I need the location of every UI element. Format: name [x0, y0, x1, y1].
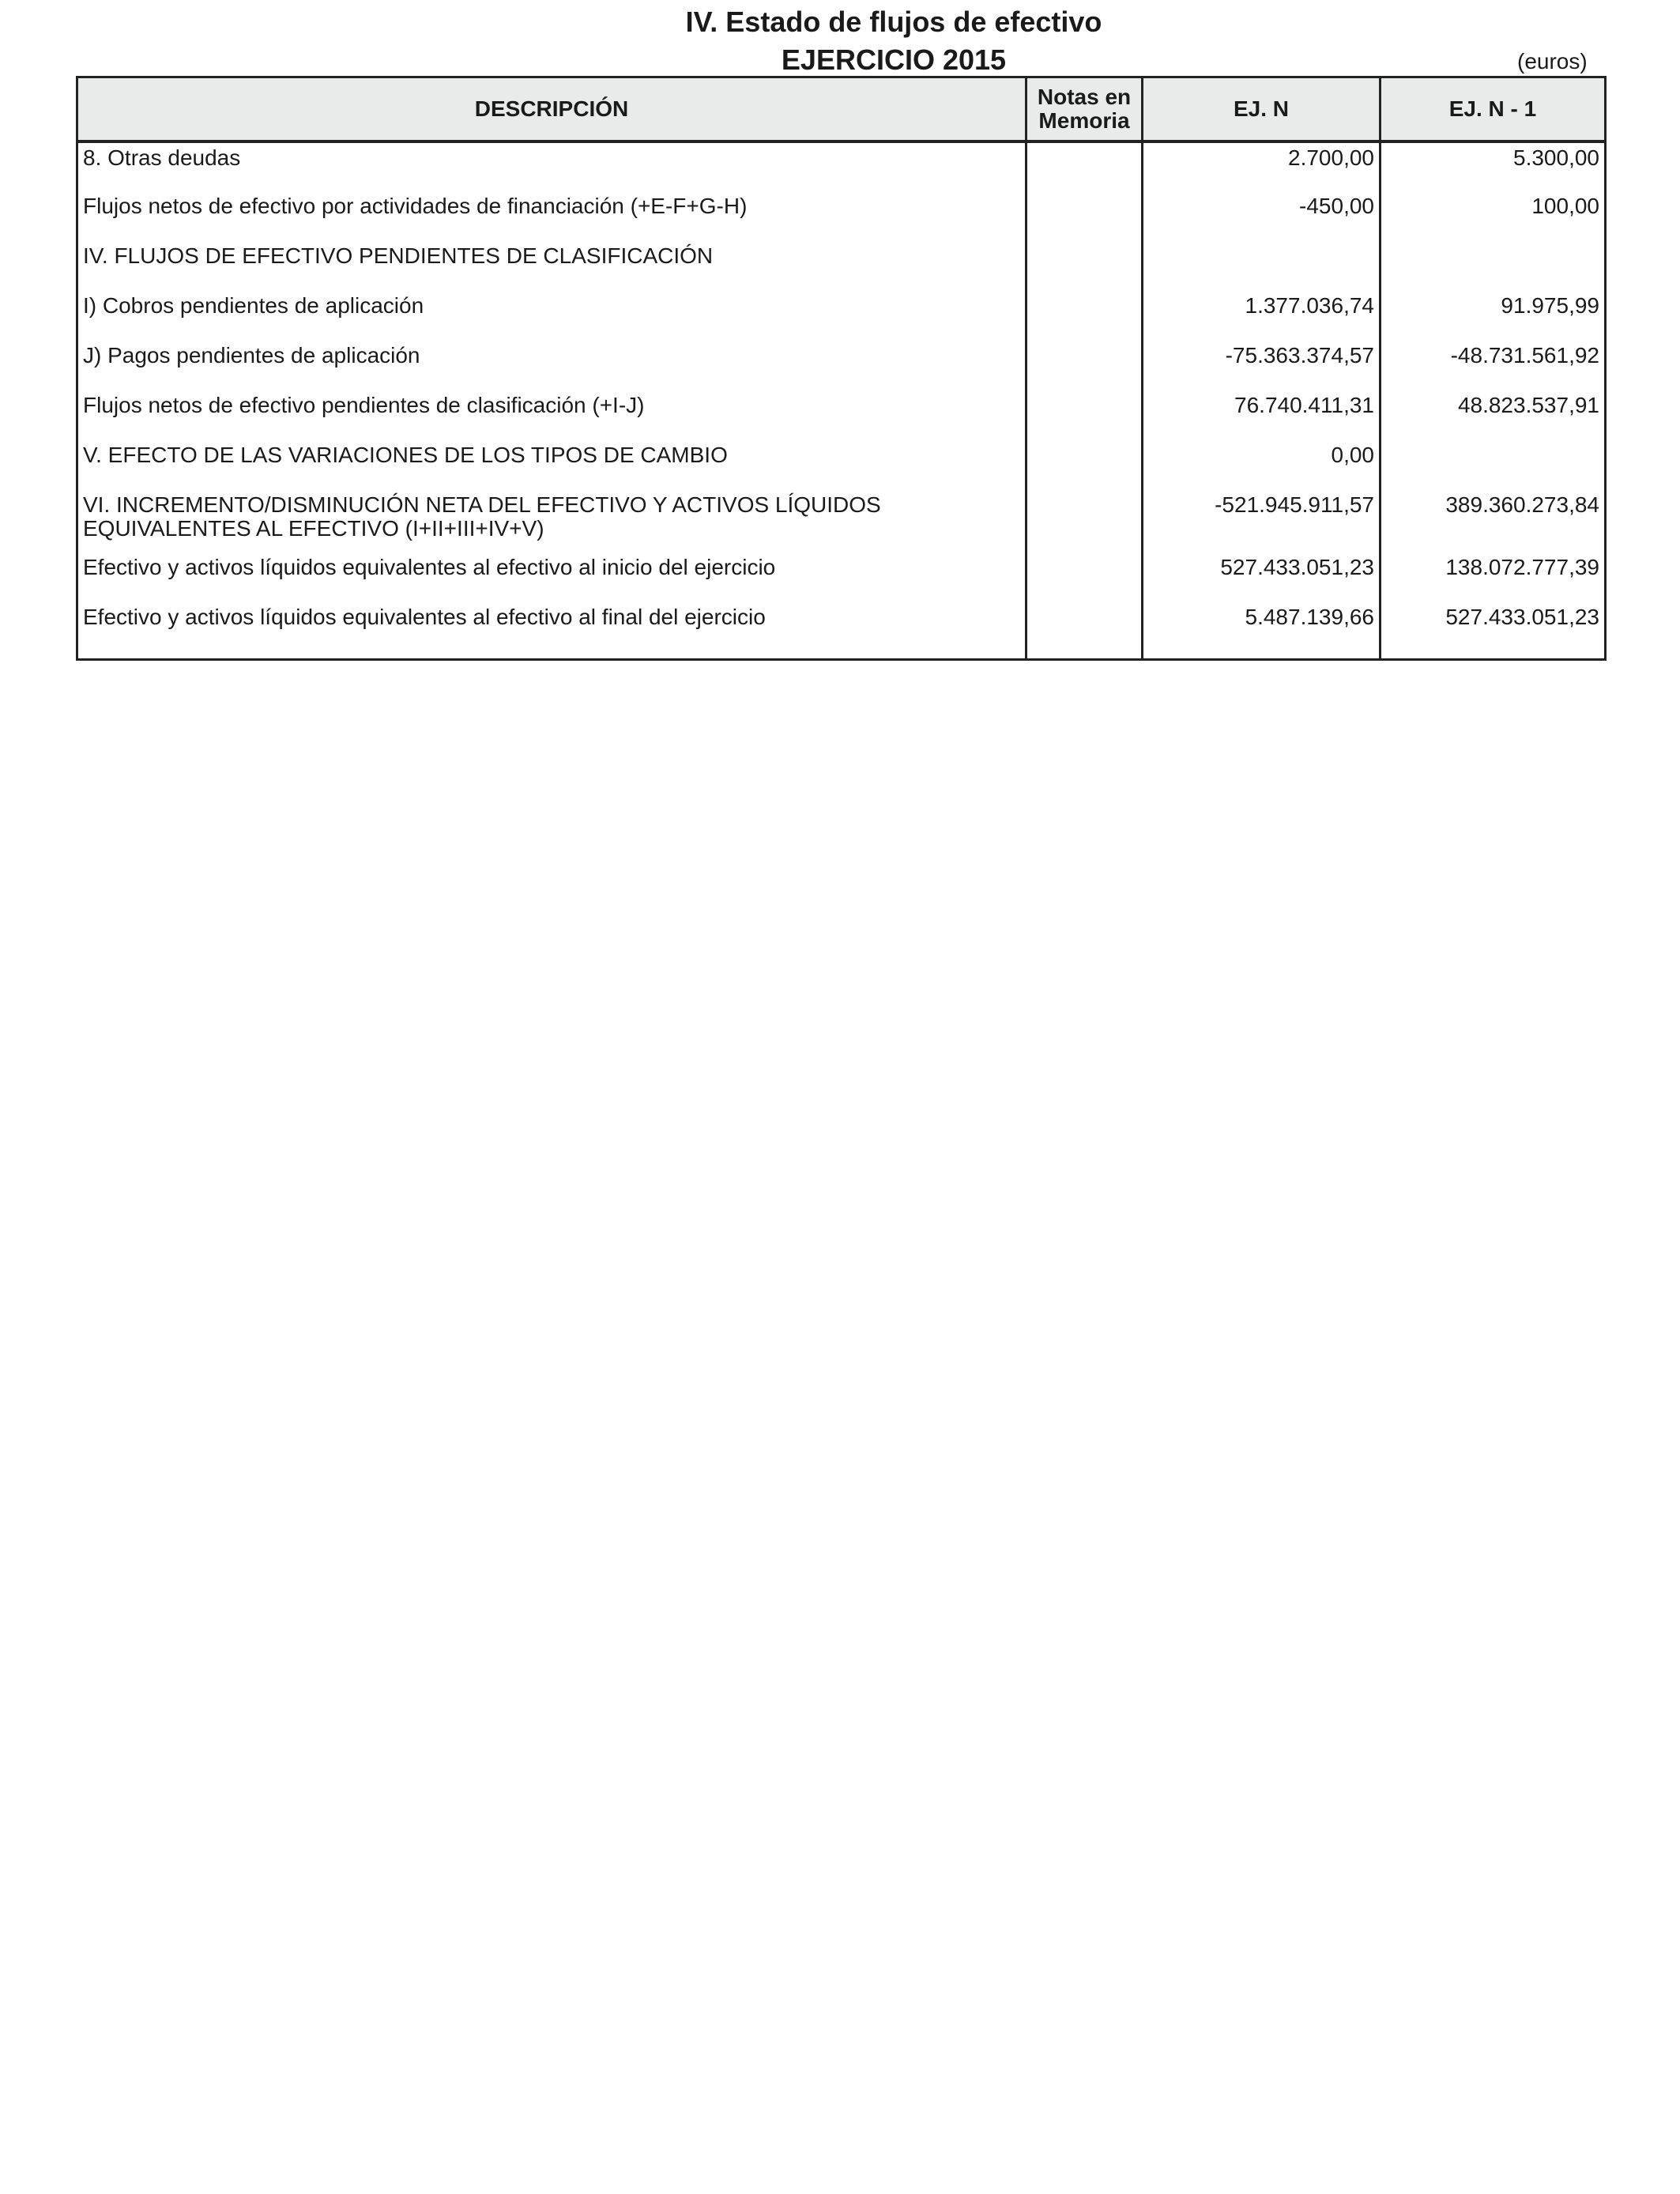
row-ej-n: 5.487.139,66 [1143, 602, 1381, 659]
table-row [77, 291, 1606, 341]
row-ej-n: -75.363.374,57 [1143, 341, 1381, 390]
column-header-notas-line2: Memoria [1038, 108, 1130, 133]
row-ej-n1 [1381, 440, 1606, 490]
row-ej-n: 76.740.411,31 [1143, 390, 1381, 440]
table-header-row [77, 77, 1606, 142]
table-row [77, 341, 1606, 390]
table-row [77, 390, 1606, 440]
cash-flow-table [76, 76, 1607, 661]
table-row [77, 440, 1606, 490]
row-ej-n: -450,00 [1143, 191, 1381, 241]
row-notas [1026, 141, 1143, 191]
row-descripcion: 8. Otras deudas [77, 141, 1026, 191]
row-descripcion: Efectivo y activos líquidos equivalentes al efectivo al inicio del ejercicio [77, 552, 1026, 602]
fiscal-year-subtitle: EJERCICIO 2015 [781, 43, 1007, 76]
table-row [77, 552, 1606, 602]
row-descripcion: Flujos netos de efectivo por actividades de financiación (+E-F+G-H) [77, 191, 1026, 241]
document-title: IV. Estado de flujos de efectivo [685, 6, 1102, 38]
row-ej-n1: 48.823.537,91 [1381, 390, 1606, 440]
row-descripcion: VI. INCREMENTO/DISMINUCIÓN NETA DEL EFECTIVO Y ACTIVOS LÍQUIDOS EQUIVALENTES AL EFECTIVO (I+II+III+IV+V) [77, 490, 1026, 552]
row-descripcion: Flujos netos de efectivo pendientes de clasificación (+I-J) [77, 390, 1026, 440]
currency-units-label: (euros) [1517, 49, 1588, 74]
column-header-notas-line1: Notas en [1037, 85, 1132, 109]
row-ej-n1: 389.360.273,84 [1381, 490, 1606, 552]
row-ej-n1: 100,00 [1381, 191, 1606, 241]
row-notas [1026, 291, 1143, 341]
row-notas [1026, 191, 1143, 241]
row-ej-n: -521.945.911,57 [1143, 490, 1381, 552]
row-notas [1026, 390, 1143, 440]
row-notas [1026, 341, 1143, 390]
row-notas [1026, 440, 1143, 490]
column-header-ej-n1: EJ. N - 1 [1381, 77, 1606, 142]
row-notas [1026, 552, 1143, 602]
row-notas [1026, 490, 1143, 552]
row-ej-n: 1.377.036,74 [1143, 291, 1381, 341]
row-ej-n1: 138.072.777,39 [1381, 552, 1606, 602]
row-descripcion: J) Pagos pendientes de aplicación [77, 341, 1026, 390]
table-row [77, 602, 1606, 659]
row-ej-n1: 5.300,00 [1381, 141, 1606, 191]
column-header-notas [1026, 77, 1143, 142]
row-ej-n: 527.433.051,23 [1143, 552, 1381, 602]
row-notas [1026, 602, 1143, 659]
table-row [77, 191, 1606, 241]
row-ej-n [1143, 241, 1381, 291]
row-ej-n1: 91.975,99 [1381, 291, 1606, 341]
table-row [77, 490, 1606, 552]
row-descripcion: Efectivo y activos líquidos equivalentes al efectivo al final del ejercicio [77, 602, 1026, 659]
row-ej-n: 0,00 [1143, 440, 1381, 490]
table-row [77, 141, 1606, 191]
row-descripcion: IV. FLUJOS DE EFECTIVO PENDIENTES DE CLASIFICACIÓN [77, 241, 1026, 291]
column-header-descripcion: DESCRIPCIÓN [77, 77, 1026, 142]
column-header-ej-n: EJ. N [1143, 77, 1381, 142]
row-ej-n1 [1381, 241, 1606, 291]
row-ej-n: 2.700,00 [1143, 141, 1381, 191]
table-row [77, 241, 1606, 291]
row-ej-n1: -48.731.561,92 [1381, 341, 1606, 390]
row-descripcion: V. EFECTO DE LAS VARIACIONES DE LOS TIPOS DE CAMBIO [77, 440, 1026, 490]
row-descripcion: I) Cobros pendientes de aplicación [77, 291, 1026, 341]
row-ej-n1: 527.433.051,23 [1381, 602, 1606, 659]
row-notas [1026, 241, 1143, 291]
